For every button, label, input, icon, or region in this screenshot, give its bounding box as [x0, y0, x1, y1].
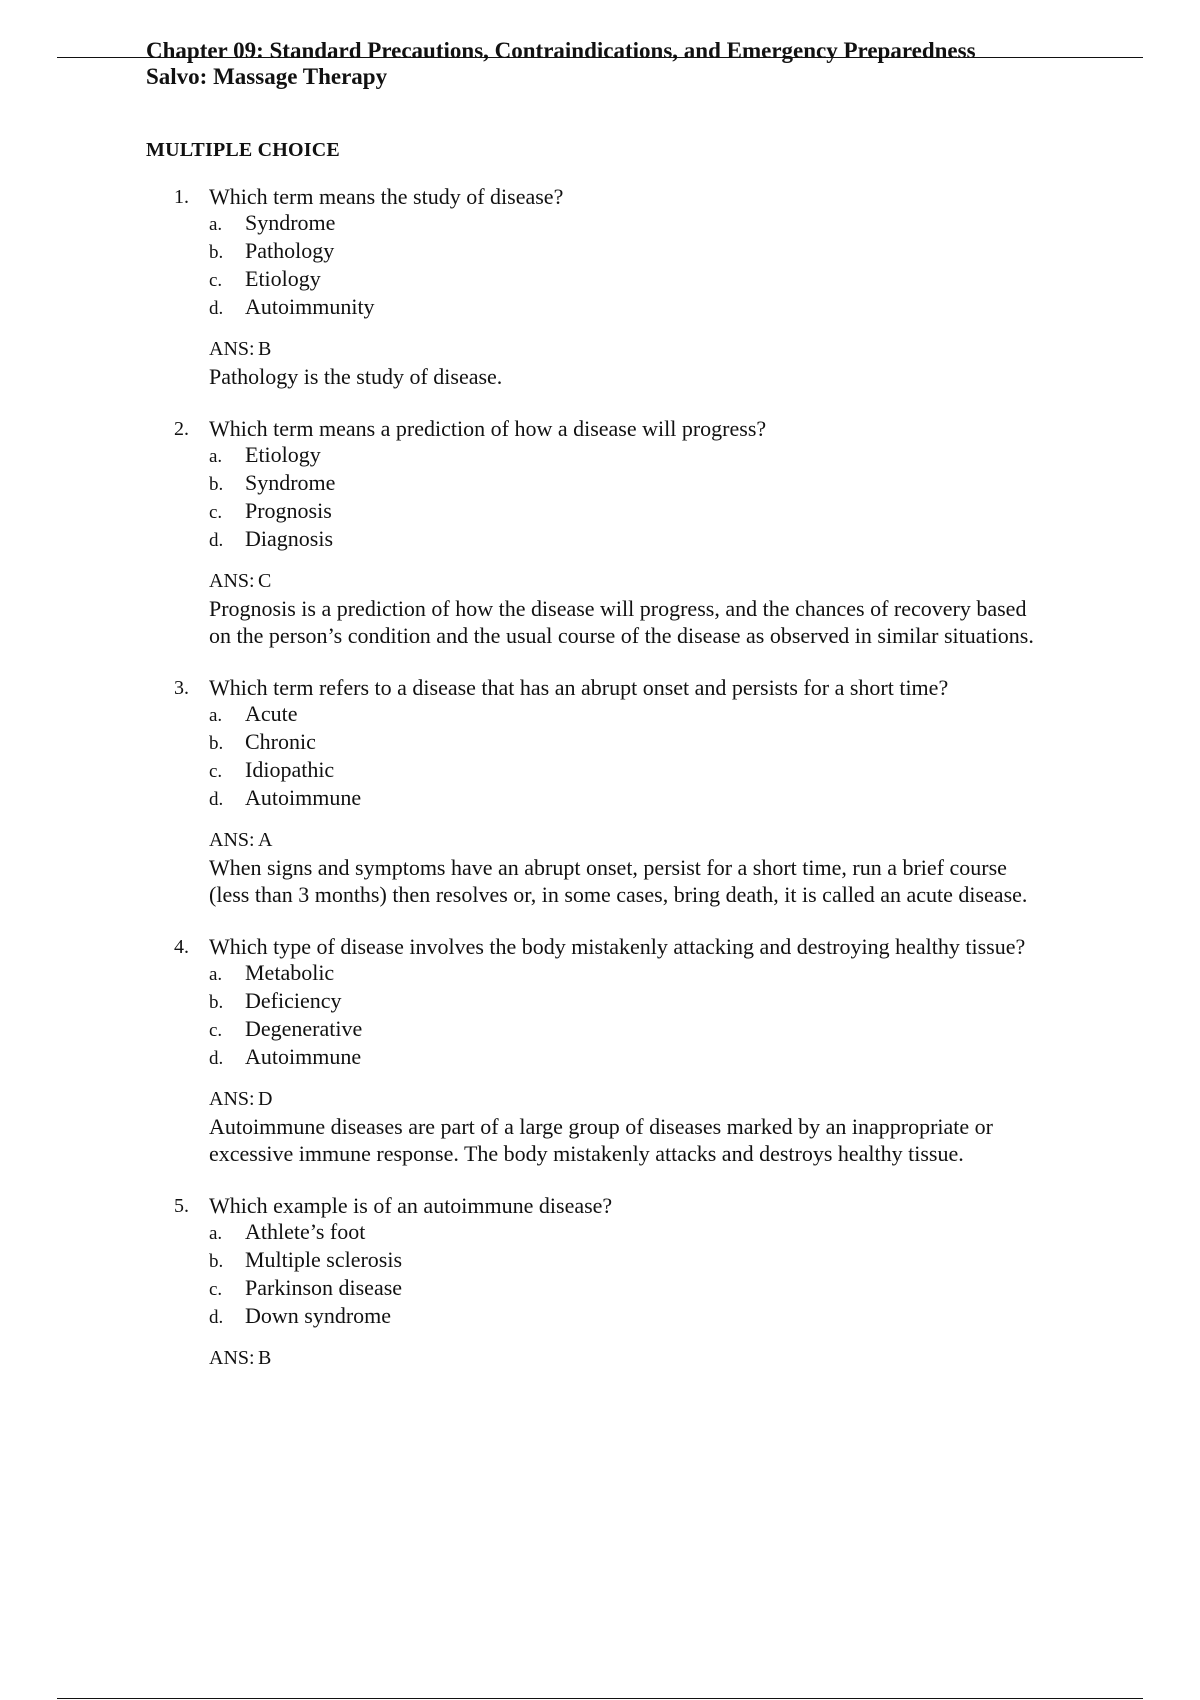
option-text: Parkinson disease [245, 1275, 403, 1300]
option-letter: c. [209, 1020, 223, 1041]
rationale-line: Pathology is the study of disease. [209, 364, 503, 389]
option-letter: c. [209, 761, 223, 782]
option-text: Metabolic [245, 960, 335, 985]
answer-option [209, 266, 1136, 294]
answer-value: B [258, 338, 272, 360]
answer-option [209, 1303, 1136, 1331]
option-letter: d. [209, 298, 224, 319]
page-content [146, 36, 1136, 1398]
option-text: Pathology [245, 238, 335, 263]
answer-option [209, 1044, 1136, 1072]
question-item [146, 675, 1136, 908]
answer-value: B [258, 1347, 272, 1369]
answer-option [209, 701, 1136, 729]
answer-option [209, 498, 1136, 526]
chapter-title: Chapter 09: Standard Precautions, Contraindications, and Emergency Preparedness [146, 38, 976, 63]
option-text: Degenerative [245, 1016, 363, 1041]
question-text: Which type of disease involves the body mistakenly attacking and destroying healthy tissue? [209, 934, 1026, 959]
option-letter: a. [209, 705, 223, 726]
answer-option [209, 785, 1136, 813]
answer-label: ANS: [209, 829, 255, 851]
option-letter: d. [209, 530, 224, 551]
answer-value: C [258, 570, 272, 592]
question-text: Which term means a prediction of how a disease will progress? [209, 416, 767, 441]
option-letter: c. [209, 1279, 223, 1300]
rationale-line: on the person’s condition and the usual course of the disease as observed in similar situations. [209, 623, 1034, 648]
option-list [209, 960, 1136, 1072]
question-number: 3. [174, 677, 189, 699]
option-list [209, 701, 1136, 813]
answer-label: ANS: [209, 338, 255, 360]
answer-label: ANS: [209, 570, 255, 592]
option-list [209, 442, 1136, 554]
question-list [146, 184, 1136, 1372]
answer-value: D [258, 1088, 273, 1110]
option-letter: d. [209, 789, 224, 810]
option-text: Syndrome [245, 470, 336, 495]
answer-line [209, 1086, 1136, 1113]
answer-line [209, 568, 1136, 595]
answer-value: A [258, 829, 273, 851]
option-letter: a. [209, 446, 223, 467]
question-item [146, 416, 1136, 649]
option-text: Etiology [245, 442, 321, 467]
option-text: Diagnosis [245, 526, 333, 551]
option-text: Syndrome [245, 210, 336, 235]
answer-option [209, 1275, 1136, 1303]
rationale-line: excessive immune response. The body mistakenly attacks and destroys healthy tissue. [209, 1141, 964, 1166]
option-letter: b. [209, 1251, 224, 1272]
rationale-line: When signs and symptoms have an abrupt onset, persist for a short time, run a brief course [209, 855, 1007, 880]
answer-option [209, 1219, 1136, 1247]
question-number: 4. [174, 936, 189, 958]
answer-block [209, 827, 1136, 908]
option-letter: b. [209, 474, 224, 495]
question-number: 5. [174, 1195, 189, 1217]
question-item [146, 1193, 1136, 1372]
answer-option [209, 1247, 1136, 1275]
answer-option [209, 470, 1136, 498]
question-item [146, 184, 1136, 390]
answer-label: ANS: [209, 1347, 255, 1369]
option-letter: b. [209, 992, 224, 1013]
answer-option [209, 729, 1136, 757]
option-letter: a. [209, 1223, 223, 1244]
answer-line [209, 336, 1136, 363]
option-list [209, 1219, 1136, 1331]
question-number: 2. [174, 418, 189, 440]
option-text: Idiopathic [245, 757, 335, 782]
option-list [209, 210, 1136, 322]
option-text: Deficiency [245, 988, 342, 1013]
option-letter: b. [209, 242, 224, 263]
question-text: Which example is of an autoimmune disease? [209, 1193, 613, 1218]
answer-option [209, 960, 1136, 988]
answer-block [209, 1345, 1136, 1372]
answer-option [209, 238, 1136, 266]
option-text: Athlete’s foot [245, 1219, 366, 1244]
footer-rule [57, 1698, 1143, 1699]
answer-option [209, 526, 1136, 554]
option-text: Chronic [245, 729, 316, 754]
option-letter: a. [209, 214, 223, 235]
option-letter: c. [209, 502, 223, 523]
answer-block [209, 568, 1136, 649]
answer-label: ANS: [209, 1088, 255, 1110]
answer-line [209, 827, 1136, 854]
answer-option [209, 757, 1136, 785]
section-heading: MULTIPLE CHOICE [146, 139, 340, 161]
option-letter: b. [209, 733, 224, 754]
option-letter: d. [209, 1048, 224, 1069]
answer-block [209, 1086, 1136, 1167]
question-text: Which term refers to a disease that has an abrupt onset and persists for a short time? [209, 675, 949, 700]
answer-option [209, 294, 1136, 322]
option-text: Autoimmunity [245, 294, 375, 319]
rationale-line: Autoimmune diseases are part of a large group of diseases marked by an inappropriate or [209, 1114, 993, 1139]
option-text: Down syndrome [245, 1303, 392, 1328]
option-letter: a. [209, 964, 223, 985]
answer-option [209, 442, 1136, 470]
option-text: Autoimmune [245, 1044, 362, 1069]
question-number: 1. [174, 186, 189, 208]
book-title: Salvo: Massage Therapy [146, 64, 388, 89]
question-text: Which term means the study of disease? [209, 184, 564, 209]
option-text: Multiple sclerosis [245, 1247, 403, 1272]
answer-option [209, 210, 1136, 238]
answer-block [209, 336, 1136, 390]
rationale-line: (less than 3 months) then resolves or, in some cases, bring death, it is called an acute disease. [209, 882, 1028, 907]
rationale-line: Prognosis is a prediction of how the disease will progress, and the chances of recovery based [209, 596, 1027, 621]
option-text: Etiology [245, 266, 321, 291]
answer-option [209, 1016, 1136, 1044]
option-letter: d. [209, 1307, 224, 1328]
answer-option [209, 988, 1136, 1016]
option-text: Prognosis [245, 498, 332, 523]
option-text: Acute [245, 701, 298, 726]
question-item [146, 934, 1136, 1167]
option-letter: c. [209, 270, 223, 291]
answer-line [209, 1345, 1136, 1372]
option-text: Autoimmune [245, 785, 362, 810]
